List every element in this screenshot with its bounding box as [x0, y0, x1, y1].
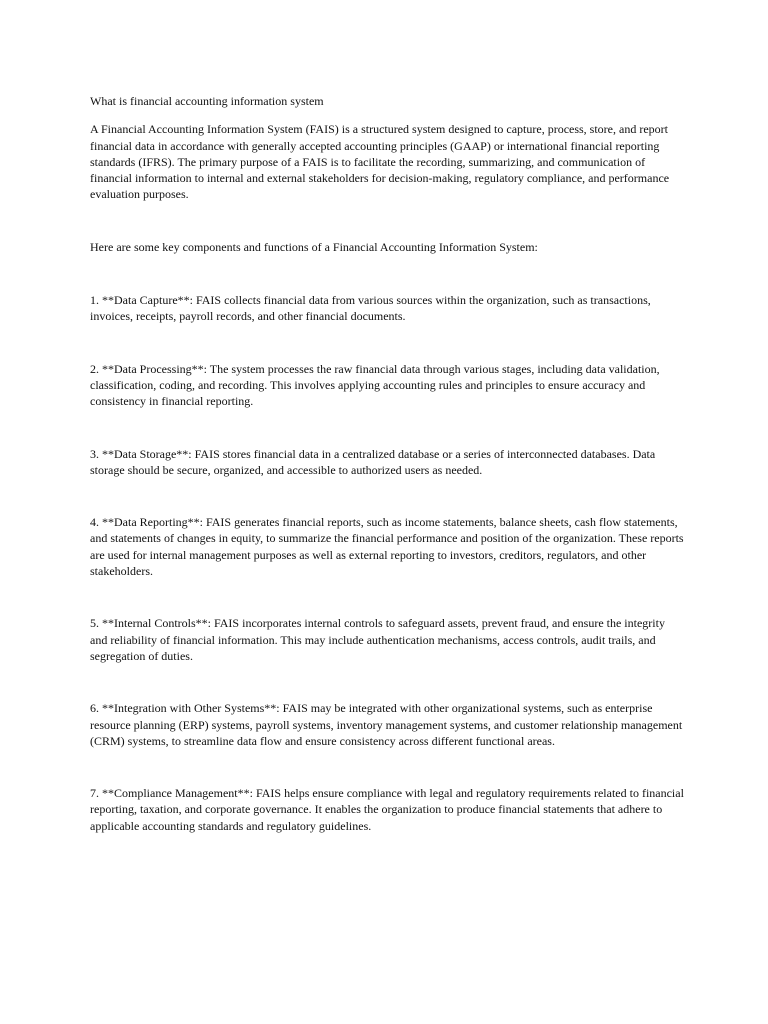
- list-item-data-processing: 2. **Data Processing**: The system processes the raw financial data through various stages, including data validation, classification, coding, and recording. This involves applying accounting rules and principles to ensure accuracy and consistency in financial reporting.: [90, 361, 660, 409]
- document-title: What is financial accounting information system: [90, 94, 324, 108]
- list-item-integration: 6. **Integration with Other Systems**: FAIS may be integrated with other organizational systems, such as enterprise resource planning (ERP) systems, payroll systems, inventory management systems, and customer relationship management (CRM) systems, to streamline data flow and ensure consistency across different functional areas.: [90, 701, 683, 748]
- components-lead-paragraph: Here are some key components and functions of a Financial Accounting Information System:: [90, 239, 538, 254]
- list-item-internal-controls: 5. **Internal Controls**: FAIS incorporates internal controls to safeguard assets, prevent fraud, and ensure the integrity and reliability of financial information. This may include authentication mechanisms, access controls, audit trails, and segregation of duties.: [90, 616, 665, 663]
- list-item-data-storage: 3. **Data Storage**: FAIS stores financial data in a centralized database or a series of interconnected databases. Data storage should be secure, organized, and accessible to authorized users as needed.: [90, 446, 656, 477]
- intro-paragraph: A Financial Accounting Information System (FAIS) is a structured system designed to capture, process, store, and report financial data in accordance with generally accepted accounting principles (GAAP) or international financial reporting standards (IFRS). The primary purpose of a FAIS is to facilitate the recording, summarizing, and communication of financial information to internal and external stakeholders for decision-making, regulatory compliance, and performance evaluation purposes.: [90, 122, 670, 202]
- list-item-data-capture: 1. **Data Capture**: FAIS collects financial data from various sources within the organization, such as transactions, invoices, receipts, payroll records, and other financial documents.: [90, 293, 651, 324]
- list-item-data-reporting: 4. **Data Reporting**: FAIS generates financial reports, such as income statements, balance sheets, cash flow statements, and statements of changes in equity, to summarize the financial performance and position of the organization. These reports are used for internal management purposes as well as external reporting to investors, creditors, regulators, and other stakeholders.: [90, 515, 684, 579]
- list-item-compliance: 7. **Compliance Management**: FAIS helps ensure compliance with legal and regulatory requirements related to financial reporting, taxation, and corporate governance. It enables the organization to produce financial statements that adhere to applicable accounting standards and regulatory guidelines.: [90, 786, 684, 833]
- document-body: [90, 93, 685, 870]
